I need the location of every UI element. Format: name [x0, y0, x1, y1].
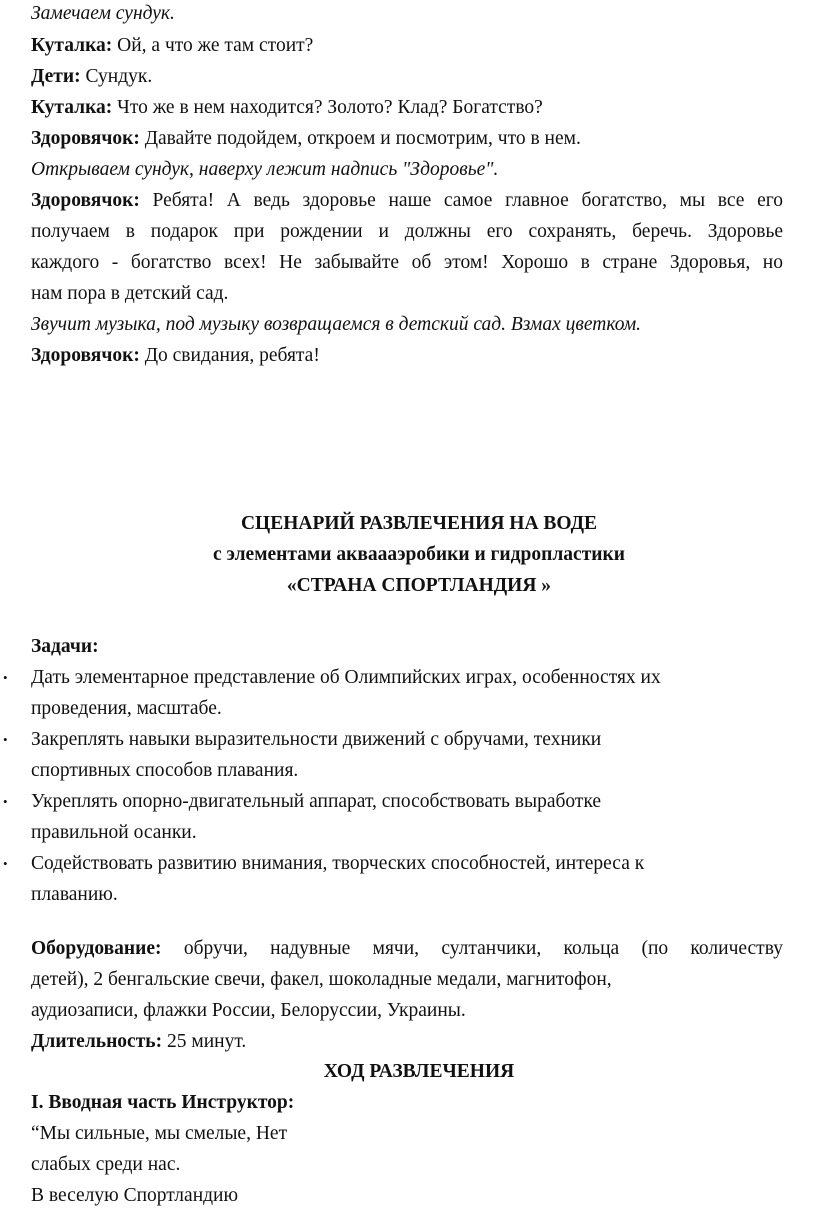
dialogue-line	[31, 342, 320, 370]
dialogue-text: До свидания, ребята!	[139, 345, 320, 366]
task-item: Закреплять навыки выразительности движений с обручами, техники	[31, 729, 602, 750]
bullet-icon: •	[3, 670, 8, 685]
bullet-icon: •	[3, 794, 8, 809]
equipment-line: аудиозаписи, флажки России, Белоруссии, Украины.	[31, 1000, 466, 1021]
scenario-subtitle: с элементами акваааэробики и гидропластики	[213, 544, 625, 565]
dialogue-line	[31, 187, 783, 215]
duration-line	[31, 1028, 246, 1056]
tasks-heading: Задачи:	[31, 636, 99, 657]
equipment-line	[31, 935, 783, 963]
dialogue-text: Ой, а что же там стоит?	[112, 35, 314, 56]
dialogue-text: Давайте подойдем, откроем и посмотрим, что в нем.	[139, 128, 581, 149]
dialogue-text: Сундук.	[80, 66, 153, 87]
speaker-name: Дети:	[31, 66, 81, 87]
speaker-name: Здоровячок:	[31, 190, 140, 211]
scenario-title: СЦЕНАРИЙ РАЗВЛЕЧЕНИЯ НА ВОДЕ	[240, 513, 598, 534]
intro-heading: I. Вводная часть Инструктор:	[31, 1092, 295, 1113]
verse-line: “Мы сильные, мы смелые, Нет	[31, 1123, 288, 1144]
task-item: Дать элементарное представление об Олимпийских играх, особенностях их	[31, 667, 661, 688]
stage-direction: Открываем сундук, наверху лежит надпись "Здоровье".	[31, 159, 499, 180]
task-item: Укреплять опорно-двигательный аппарат, способствовать выработке	[31, 791, 602, 812]
stage-direction: Замечаем сундук.	[31, 3, 175, 24]
dialogue-line	[31, 63, 152, 91]
task-item-continued: спортивных способов плавания.	[31, 760, 299, 781]
speaker-name: Куталка:	[31, 97, 113, 118]
dialogue-text: Ребята! А ведь здоровье наше самое главное богатство, мы все его	[139, 190, 783, 211]
paragraph-line: нам пора в детский сад.	[31, 283, 229, 304]
scenario-name: «СТРАНА СПОРТЛАНДИЯ »	[286, 575, 552, 596]
dialogue-text: Что же в нем находится? Золото? Клад? Богатство?	[112, 97, 543, 118]
bullet-icon: •	[3, 856, 8, 871]
verse-line: В веселую Спортландию	[31, 1185, 239, 1206]
duration-text: 25 минут.	[162, 1031, 247, 1052]
dialogue-line	[31, 32, 313, 60]
task-item-continued: правильной осанки.	[31, 822, 197, 843]
bullet-icon: •	[3, 732, 8, 747]
speaker-name: Здоровячок:	[31, 345, 140, 366]
dialogue-line	[31, 94, 543, 122]
task-item: Содействовать развитию внимания, творческих способностей, интереса к	[31, 853, 645, 874]
progress-heading: ХОД РАЗВЛЕЧЕНИЯ	[323, 1061, 515, 1082]
task-item-continued: плаванию.	[31, 884, 118, 905]
task-item-continued: проведения, масштабе.	[31, 698, 222, 719]
speaker-name: Здоровячок:	[31, 128, 140, 149]
dialogue-line	[31, 125, 581, 153]
equipment-line: детей), 2 бенгальские свечи, факел, шоколадные медали, магнитофон,	[31, 969, 612, 990]
duration-label: Длительность:	[31, 1031, 163, 1052]
equipment-text: обручи, надувные мячи, султанчики, кольца (по количеству	[161, 938, 783, 959]
paragraph-line: получаем в подарок при рождении и должны его сохранять, беречь. Здоровье	[31, 221, 783, 242]
speaker-name: Куталка:	[31, 35, 113, 56]
equipment-label: Оборудование:	[31, 938, 162, 959]
stage-direction: Звучит музыка, под музыку возвращаемся в детский сад. Взмах цветком.	[31, 314, 642, 335]
paragraph-line: каждого - богатство всех! Не забывайте об этом! Хорошо в стране Здоровья, но	[31, 252, 783, 273]
verse-line: слабых среди нас.	[31, 1154, 181, 1175]
